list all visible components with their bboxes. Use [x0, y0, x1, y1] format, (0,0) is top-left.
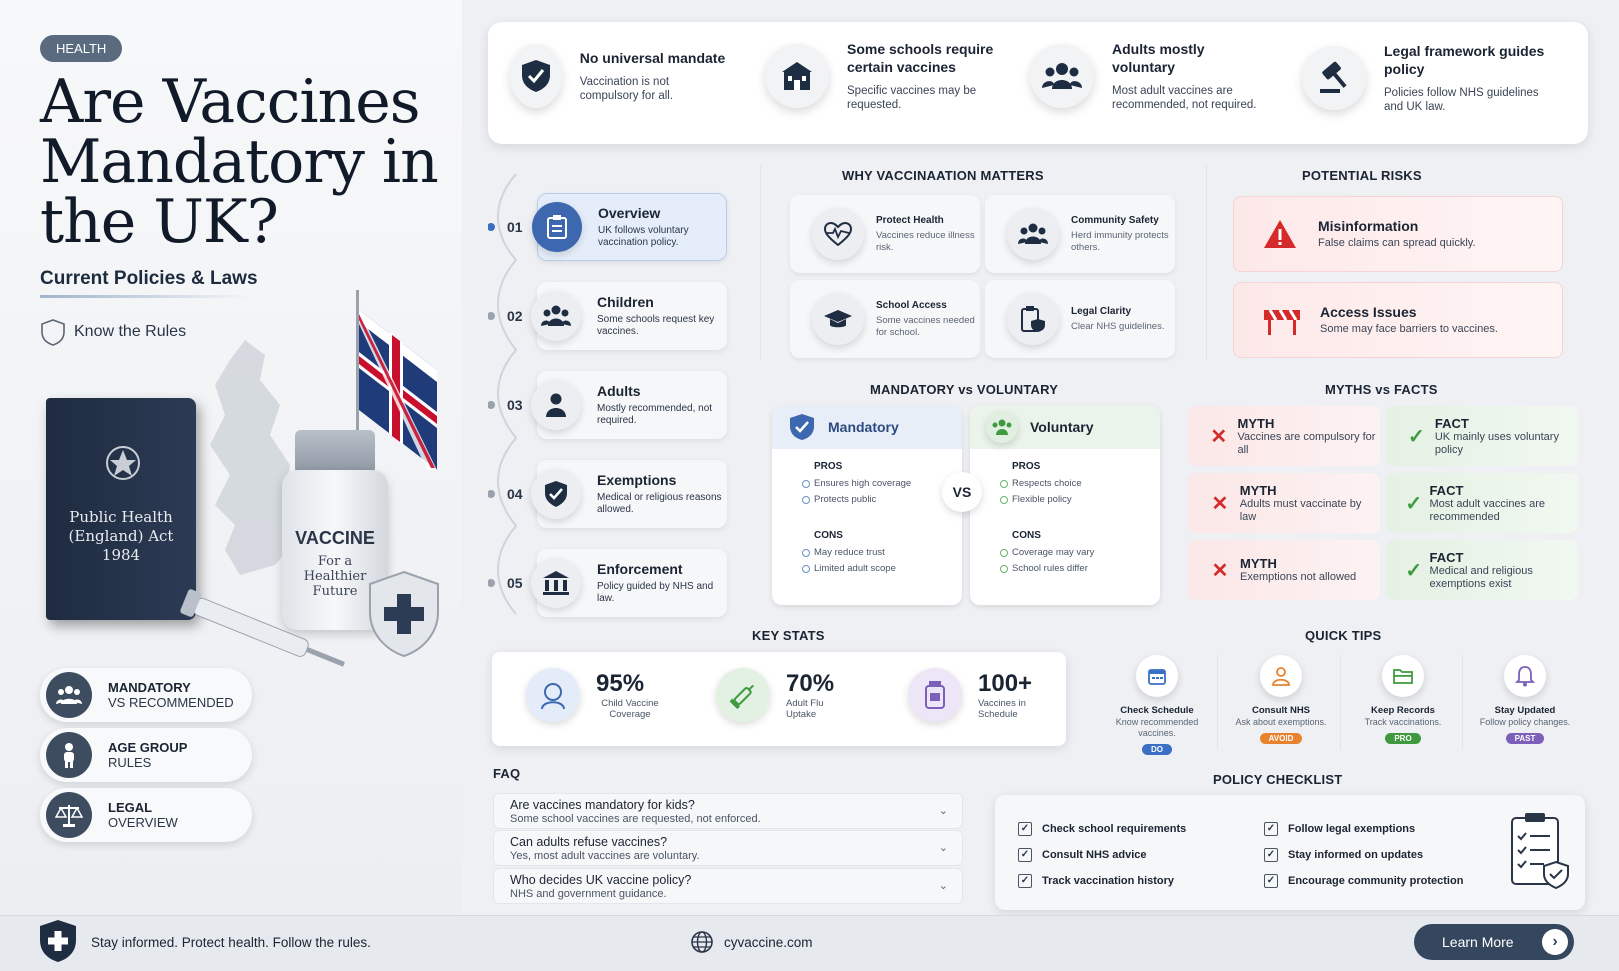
- chevron-right-icon: ›: [1542, 929, 1568, 955]
- step-title: Exemptions: [597, 472, 677, 488]
- fact-label: FACT: [1434, 415, 1469, 431]
- summary-item-schools: [765, 40, 995, 112]
- summary-desc: Vaccination is not compulsory for all.: [579, 76, 674, 102]
- shield-outline-icon: [40, 318, 66, 346]
- tip-stay-updated[interactable]: [1466, 655, 1584, 746]
- warning-icon: [1262, 218, 1298, 250]
- step-overview[interactable]: [507, 191, 727, 263]
- stat-vaccines-schedule: [908, 668, 1032, 722]
- faq-question: Are vaccines mandatory for kids?: [510, 798, 695, 812]
- graduation-cap-icon: [812, 293, 864, 345]
- tip-desc: Ask about exemptions.: [1235, 717, 1327, 727]
- step-desc: Some schools request key vaccines.: [597, 314, 715, 337]
- step-desc: Medical or religious reasons allowed.: [597, 492, 722, 515]
- vs-badge: VS: [942, 472, 982, 512]
- why-item-desc: Some vaccines needed for school.: [876, 314, 975, 338]
- summary-item-mandate: [510, 44, 730, 108]
- pill-subtitle: OVERVIEW: [108, 815, 178, 830]
- mandatory-label: Mandatory: [828, 419, 899, 435]
- bell-icon: [1504, 655, 1546, 697]
- myth-card: [1188, 473, 1380, 533]
- summary-title: Legal framework guides policy: [1384, 43, 1545, 77]
- faq-answer: NHS and government guidance.: [510, 888, 667, 900]
- syringe-icon: [170, 588, 360, 678]
- con-item: May reduce trust: [814, 545, 962, 561]
- fact-card: [1386, 473, 1578, 533]
- risk-desc: Some may face barriers to vaccines.: [1320, 323, 1498, 335]
- step-desc: Policy guided by NHS and law.: [597, 581, 714, 604]
- page-title: Are Vaccines Mandatory in the UK?: [40, 67, 438, 257]
- globe-icon: [690, 930, 714, 954]
- stat-label: Adult Flu Uptake: [786, 698, 824, 720]
- why-title: WHY VACCINAATION MATTERS: [842, 168, 1044, 183]
- tip-keep-records[interactable]: [1344, 655, 1462, 746]
- checklist-label: Check school requirements: [1042, 823, 1187, 835]
- summary-desc: Specific vaccines may be requested.: [847, 85, 977, 111]
- stat-child-coverage: [526, 668, 664, 722]
- fact-text: Medical and religious exemptions exist: [1429, 564, 1533, 590]
- learn-more-label: Learn More: [1442, 934, 1514, 950]
- checklist-label: Consult NHS advice: [1042, 849, 1147, 861]
- scales-icon: [46, 792, 92, 838]
- calendar-icon: [1136, 655, 1178, 697]
- pro-item: Protects public: [814, 492, 962, 508]
- checklist-label: Encourage community protection: [1288, 875, 1464, 887]
- pro-item: Ensures high coverage: [814, 476, 962, 492]
- fact-label: FACT: [1429, 482, 1464, 498]
- con-item: Limited adult scope: [814, 561, 962, 577]
- checkbox-checked-icon[interactable]: ✓: [1018, 848, 1032, 862]
- group-icon: [1007, 208, 1059, 260]
- faq-title: FAQ: [493, 766, 521, 781]
- tip-desc: Track vaccinations.: [1364, 717, 1442, 727]
- myth-text: Adults must vaccinate by law: [1239, 497, 1362, 523]
- checklist-item[interactable]: [1018, 822, 1186, 836]
- check-icon: ✓: [1408, 425, 1425, 448]
- folder-icon: [1382, 655, 1424, 697]
- step-desc: UK follows voluntary vaccination policy.: [598, 225, 689, 248]
- tip-desc: Know recommended vaccines.: [1115, 717, 1199, 738]
- footer-tagline: Stay informed. Protect health. Follow the rules.: [91, 935, 371, 950]
- summary-item-legal: [1302, 42, 1552, 114]
- why-item-community-safety: [985, 195, 1175, 273]
- tip-title: Check Schedule: [1120, 705, 1194, 716]
- checklist-item[interactable]: [1018, 848, 1147, 862]
- shield-check-icon: [788, 412, 816, 442]
- pill-subtitle: RULES: [108, 755, 152, 770]
- clipboard-shield-icon: [1007, 293, 1059, 345]
- divider: [760, 165, 761, 360]
- know-rules: [40, 318, 186, 346]
- why-item-desc: Herd immunity protects others.: [1071, 229, 1169, 253]
- know-rules-label: Know the Rules: [74, 323, 187, 340]
- barrier-icon: [1262, 304, 1302, 336]
- fact-label: FACT: [1429, 549, 1464, 565]
- tip-desc: Follow policy changes.: [1479, 717, 1571, 727]
- step-number: 03: [507, 397, 523, 413]
- fact-card: [1386, 406, 1578, 466]
- stats-title: KEY STATS: [752, 628, 825, 643]
- shield-check-icon: [510, 44, 562, 108]
- learn-more-button[interactable]: [1414, 924, 1574, 960]
- chevron-down-icon[interactable]: ⌄: [938, 842, 948, 854]
- summary-item-adults: [1030, 40, 1260, 112]
- tip-consult-nhs[interactable]: [1222, 655, 1340, 746]
- cross-icon: ✕: [1211, 492, 1229, 515]
- tip-check-schedule[interactable]: [1098, 655, 1216, 757]
- gavel-icon: [1302, 46, 1366, 110]
- group-icon: [531, 291, 581, 341]
- vial-icon: [908, 668, 962, 722]
- group-icon: [1030, 44, 1094, 108]
- chevron-down-icon[interactable]: ⌄: [938, 805, 948, 817]
- pro-item: Respects choice: [1012, 476, 1160, 492]
- heart-pulse-icon: [812, 208, 864, 260]
- checklist-item[interactable]: [1018, 874, 1174, 888]
- act-book-illustration: [46, 398, 196, 620]
- chevron-down-icon[interactable]: ⌄: [938, 880, 948, 892]
- step-number: 04: [507, 486, 523, 502]
- checklist-label: Follow legal exemptions: [1288, 823, 1416, 835]
- group-icon: [46, 672, 92, 718]
- tips-title: QUICK TIPS: [1305, 628, 1382, 643]
- check-icon: ✓: [1405, 559, 1423, 582]
- voluntary-label: Voluntary: [1030, 419, 1094, 435]
- step-number: 02: [507, 308, 523, 324]
- pill-title: MANDATORY: [108, 680, 191, 695]
- person-icon: [1260, 655, 1302, 697]
- page-subtitle: Current Policies & Laws: [40, 268, 258, 289]
- pros-label: PROS: [814, 461, 843, 472]
- tip-tag: PAST: [1506, 733, 1545, 744]
- checkbox-checked-icon[interactable]: ✓: [1264, 874, 1278, 888]
- con-item: School rules differ: [1012, 561, 1160, 577]
- faq-item[interactable]: [493, 830, 963, 866]
- risk-title: Misinformation: [1318, 218, 1419, 234]
- syringe-icon: [716, 668, 770, 722]
- topic-pill-age-group[interactable]: [40, 728, 252, 782]
- risks-title: POTENTIAL RISKS: [1302, 168, 1422, 183]
- stat-value: 100+: [978, 670, 1033, 697]
- shield-check-icon: [531, 469, 581, 519]
- subtitle-underline: [40, 295, 250, 298]
- pill-subtitle: VS RECOMMENDED: [108, 695, 234, 710]
- myth-text: Vaccines are compulsory for all: [1237, 430, 1376, 456]
- faq-item[interactable]: [493, 868, 963, 904]
- vial-label: VACCINE: [295, 528, 375, 548]
- myths-title: MYTHS vs FACTS: [1325, 382, 1438, 397]
- step-title: Overview: [598, 205, 661, 221]
- checklist-title: POLICY CHECKLIST: [1213, 772, 1343, 787]
- tip-tag: AVOID: [1260, 733, 1303, 744]
- cross-icon: ✕: [1211, 559, 1229, 582]
- mvv-title: MANDATORY vs VOLUNTARY: [870, 382, 1059, 397]
- pro-item: Flexible policy: [1012, 492, 1160, 508]
- step-card: [537, 193, 727, 261]
- risk-access-issues: [1233, 282, 1563, 358]
- checklist-item[interactable]: [1264, 822, 1415, 836]
- checkbox-checked-icon[interactable]: ✓: [1018, 822, 1032, 836]
- voluntary-column: [970, 405, 1160, 605]
- step-card: [537, 549, 727, 617]
- clipboard-icon: [532, 202, 582, 252]
- vial-sublabel: For a Healthier Future: [303, 554, 367, 599]
- stat-label: Child Vaccine Coverage: [601, 698, 659, 720]
- stat-value: 95%: [596, 670, 645, 697]
- book-title: Public Health (England) Act 1984: [68, 508, 174, 564]
- faq-answer: Yes, most adult vaccines are voluntary.: [510, 850, 700, 862]
- divider: [1340, 655, 1341, 750]
- mandatory-column: [772, 405, 962, 605]
- why-item-title: Legal Clarity: [1071, 305, 1132, 317]
- step-title: Enforcement: [597, 561, 683, 577]
- step-title: Adults: [597, 383, 641, 399]
- fact-text: Most adult vaccines are recommended: [1429, 497, 1546, 523]
- stat-label: Vaccines in Schedule: [978, 698, 1026, 720]
- topic-pill-mandatory[interactable]: [40, 668, 252, 722]
- vial-cap: [295, 430, 375, 474]
- topic-pill-legal[interactable]: [40, 788, 252, 842]
- risk-title: Access Issues: [1320, 304, 1417, 320]
- fact-card: [1386, 540, 1578, 600]
- pill-title: AGE GROUP: [108, 740, 188, 755]
- step-number: 05: [507, 575, 523, 591]
- health-shield-icon: [366, 568, 442, 660]
- why-item-school-access: [790, 280, 980, 358]
- tip-title: Consult NHS: [1251, 705, 1311, 716]
- myth-label: MYTH: [1239, 482, 1277, 498]
- divider: [1217, 655, 1218, 750]
- check-icon: ✓: [1405, 492, 1423, 515]
- summary-desc: Most adult vaccines are recommended, not required.: [1112, 85, 1257, 111]
- site-link[interactable]: cyvaccine.com: [724, 934, 813, 950]
- group-icon: [986, 411, 1018, 443]
- faq-item[interactable]: [493, 793, 963, 829]
- checklist-label: Track vaccination history: [1042, 875, 1175, 887]
- summary-title: No universal mandate: [579, 50, 726, 66]
- step-children[interactable]: [507, 280, 727, 352]
- myth-label: MYTH: [1237, 415, 1275, 431]
- myth-card: [1188, 406, 1380, 466]
- checkbox-checked-icon[interactable]: ✓: [1018, 874, 1032, 888]
- step-card: [537, 371, 727, 439]
- why-item-legal-clarity: [985, 280, 1175, 358]
- pros-label: PROS: [1012, 461, 1041, 472]
- fact-text: UK mainly uses voluntary policy: [1434, 430, 1559, 456]
- child-icon: [526, 668, 580, 722]
- myth-card: [1188, 540, 1380, 600]
- faq-answer: Some school vaccines are requested, not enforced.: [510, 813, 761, 825]
- step-card: [537, 282, 727, 350]
- tip-tag: DO: [1142, 744, 1172, 755]
- school-icon: [765, 44, 829, 108]
- person-icon: [531, 380, 581, 430]
- why-item-desc: Clear NHS guidelines.: [1071, 320, 1165, 332]
- why-item-title: School Access: [876, 299, 947, 311]
- why-item-title: Protect Health: [876, 214, 944, 226]
- checkbox-checked-icon[interactable]: ✓: [1264, 822, 1278, 836]
- tip-tag: PRO: [1385, 733, 1420, 744]
- step-adults[interactable]: [507, 369, 727, 441]
- risk-misinformation: [1233, 196, 1563, 272]
- stat-value: 70%: [786, 670, 835, 697]
- risk-desc: False claims can spread quickly.: [1318, 237, 1476, 249]
- mandatory-header: [772, 405, 962, 449]
- summary-desc: Policies follow NHS guidelines and UK law.: [1384, 87, 1539, 113]
- institution-icon: [531, 558, 581, 608]
- person-icon: [46, 732, 92, 778]
- divider: [1206, 165, 1207, 360]
- divider: [1462, 655, 1463, 750]
- faq-question: Who decides UK vaccine policy?: [510, 873, 692, 887]
- pill-title: LEGAL: [108, 800, 153, 815]
- step-enforcement[interactable]: [507, 547, 727, 619]
- why-item-protect-health: [790, 195, 980, 273]
- cons-label: CONS: [814, 530, 843, 541]
- faq-question: Can adults refuse vaccines?: [510, 835, 668, 849]
- crest-icon: [98, 438, 148, 488]
- step-number: 01: [507, 219, 523, 235]
- voluntary-header: [970, 405, 1160, 449]
- summary-title: Adults mostly voluntary: [1112, 41, 1205, 75]
- clipboard-checklist-icon: [1508, 810, 1572, 892]
- checkbox-checked-icon[interactable]: ✓: [1264, 848, 1278, 862]
- step-exemptions[interactable]: [507, 458, 727, 530]
- cons-label: CONS: [1012, 530, 1041, 541]
- checklist-label: Stay informed on updates: [1288, 849, 1424, 861]
- tip-title: Stay Updated: [1494, 705, 1556, 716]
- step-title: Children: [597, 294, 654, 310]
- health-shield-icon: [38, 918, 78, 964]
- checklist-item[interactable]: [1264, 874, 1463, 888]
- con-item: Coverage may vary: [1012, 545, 1160, 561]
- tip-title: Keep Records: [1371, 705, 1435, 716]
- myth-text: Exemptions not allowed: [1240, 571, 1357, 583]
- category-badge: HEALTH: [40, 35, 122, 62]
- checklist-item[interactable]: [1264, 848, 1423, 862]
- myth-label: MYTH: [1240, 556, 1277, 571]
- why-item-desc: Vaccines reduce illness risk.: [876, 229, 975, 253]
- cross-icon: ✕: [1210, 425, 1228, 448]
- footer-site[interactable]: [690, 930, 813, 954]
- why-item-title: Community Safety: [1071, 214, 1159, 226]
- summary-title: Some schools require certain vaccines: [847, 41, 994, 75]
- step-card: [537, 460, 727, 528]
- stat-flu-uptake: [716, 668, 834, 722]
- step-desc: Mostly recommended, not required.: [597, 403, 713, 426]
